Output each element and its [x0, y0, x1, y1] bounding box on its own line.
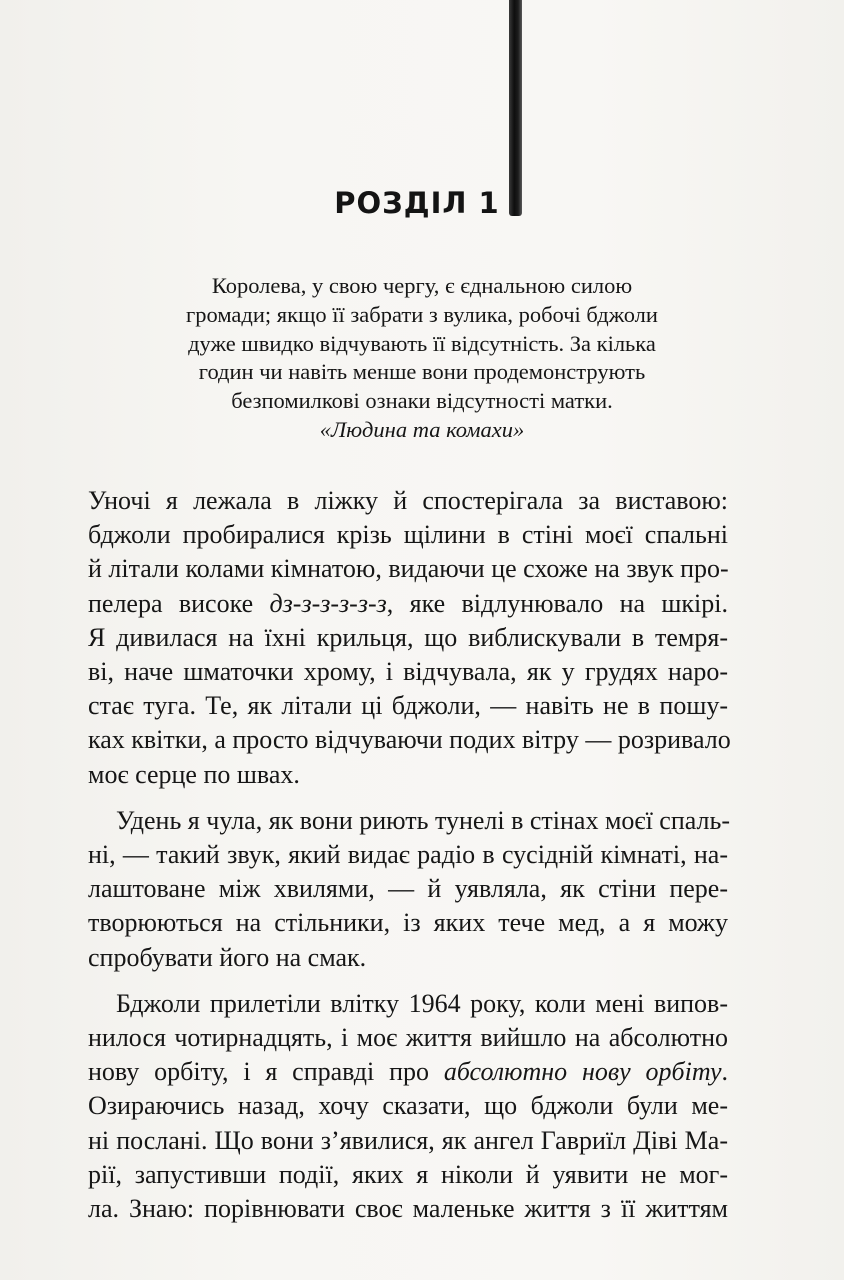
- paragraph: [88, 804, 731, 975]
- epigraph: [120, 272, 724, 445]
- text-line: Озираючись назад, хочу сказати, що бджоли були ме-: [88, 1091, 728, 1121]
- text-line: ні, — такий звук, який видає радіо в сусідній кімнаті, на-: [88, 840, 728, 870]
- text-line: пелера високе дз-з-з-з-з-з, яке відлунювало на шкірі.: [88, 588, 728, 618]
- text-line: стає туга. Те, як літали ці бджоли, — навіть не в пошу-: [88, 691, 728, 721]
- text-line: лаштоване між хвилями, — й уявляла, як стіни пере-: [88, 874, 728, 904]
- page-edge-shadow: [509, 0, 522, 216]
- body-text: [88, 484, 731, 1238]
- paragraph: [88, 987, 728, 1226]
- text-line: бджоли пробиралися крізь щілини в стіні моєї спальні: [88, 520, 728, 550]
- text-line: нову орбіту, і я справді про абсолютно нову орбіту.: [88, 1057, 729, 1087]
- text-line: Удень я чула, як вони риють тунелі в стінах моєї спаль-: [116, 805, 731, 835]
- text-line: спробувати його на смак.: [88, 942, 367, 972]
- epigraph-line: громади; якщо її забрати з вулика, робочі бджоли: [186, 301, 658, 327]
- text-line: ла. Знаю: порівнювати своє маленьке життя з її життям: [88, 1194, 728, 1224]
- text-line: й літали колами кімнатою, видаючи це схоже на звук про-: [88, 554, 729, 584]
- text-line: ві, наче шматочки хрому, і відчувала, як у грудях наро-: [88, 657, 728, 687]
- epigraph-line: безпомилкові ознаки відсутності матки.: [231, 388, 613, 414]
- text-line: Уночі я лежала в ліжку й спостерігала за виставою:: [88, 486, 728, 515]
- epigraph-source: «Людина та комахи»: [319, 416, 525, 442]
- italic-text: дз-з-з-з-з-з: [269, 588, 387, 618]
- text-line: нилося чотирнадцять, і моє життя вийшло на абсолютно: [88, 1023, 728, 1053]
- paragraph: [88, 484, 731, 792]
- italic-text: абсолютно нову орбіту: [443, 1057, 722, 1087]
- text-line: Я дивилася на їхні крильця, що виблискували в темря-: [88, 622, 728, 652]
- text-line: рії, запустивши події, яких я ніколи й уявити не мог-: [88, 1159, 728, 1189]
- text-line: ках квітки, а просто відчуваючи подих вітру — розривало: [88, 725, 731, 755]
- text-line: Бджоли прилетіли влітку 1964 року, коли мені випов-: [116, 988, 728, 1018]
- epigraph-line: Королева, у свою чергу, є єднальною силою: [211, 273, 633, 298]
- text-line: ні послані. Що вони з’явилися, як ангел Гавриїл Діві Ма-: [88, 1125, 728, 1155]
- epigraph-line: годин чи навіть менше вони продемонструють: [198, 359, 646, 385]
- text-line: творюються на стільники, із яких тече мед, а я можу: [88, 908, 728, 938]
- text-line: моє серце по швах.: [88, 759, 300, 789]
- epigraph-line: дуже швидко відчувають її відсутність. За кілька: [188, 330, 656, 356]
- chapter-title: РОЗДІЛ 1: [334, 186, 500, 220]
